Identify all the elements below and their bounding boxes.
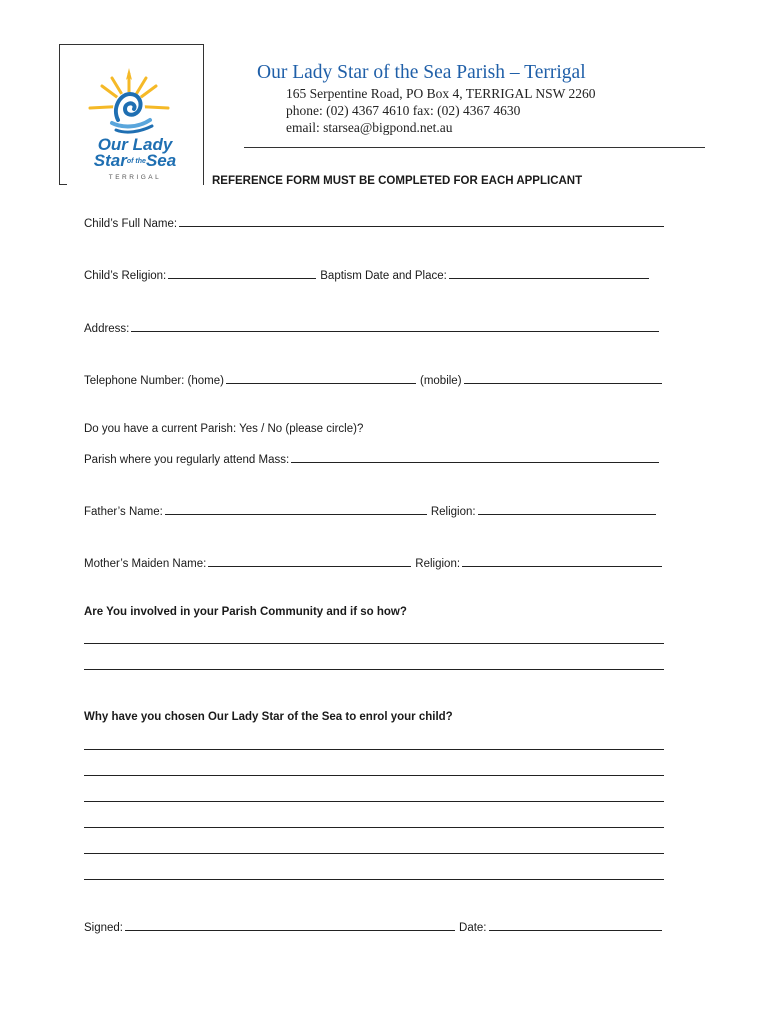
address-row [84, 319, 661, 335]
mother-name-label: Mother’s Maiden Name: [84, 558, 207, 570]
logo-text-star: Star [93, 151, 127, 170]
date-field[interactable] [489, 918, 662, 931]
parish-name: Our Lady Star of the Sea Parish – Terrigal [257, 62, 586, 83]
mother-row [84, 554, 664, 570]
parish-attend-field[interactable] [291, 450, 659, 463]
telephone-row [84, 371, 664, 387]
telephone-mobile-label: (mobile) [420, 375, 462, 387]
baptism-label: Baptism Date and Place: [320, 270, 447, 282]
logo-text-sea: Sea [145, 151, 177, 170]
telephone-home-label: Telephone Number: (home) [84, 375, 224, 387]
parish-attend-label: Parish where you regularly attend Mass: [84, 454, 290, 466]
logo-text-line2 [86, 152, 184, 170]
signature-field[interactable] [125, 918, 455, 931]
child-religion-field[interactable] [168, 266, 316, 279]
logo-text-ofthe: of the [126, 158, 146, 166]
form-title: REFERENCE FORM MUST BE COMPLETED FOR EACH APPLICANT [212, 175, 583, 187]
child-name-label: Child’s Full Name: [84, 218, 178, 230]
current-parish-question: Do you have a current Parish: Yes / No (please circle)? [84, 423, 364, 435]
mother-religion-label: Religion: [415, 558, 461, 570]
child-religion-row [84, 266, 651, 282]
header-divider [244, 147, 705, 148]
mother-religion-field[interactable] [462, 554, 662, 567]
parish-phone: phone: (02) 4367 4610 fax: (02) 4367 4630 [286, 103, 521, 118]
why-answer-line[interactable] [84, 775, 664, 776]
mother-name-field[interactable] [208, 554, 411, 567]
child-name-row [84, 214, 666, 230]
child-religion-label: Child’s Religion: [84, 270, 167, 282]
parish-address: 165 Serpentine Road, PO Box 4, TERRIGAL NSW 2260 [286, 86, 596, 101]
why-question: Why have you chosen Our Lady Star of the Sea to enrol your child? [84, 711, 453, 723]
involved-answer-line[interactable] [84, 669, 664, 670]
telephone-home-field[interactable] [226, 371, 416, 384]
why-answer-line[interactable] [84, 853, 664, 854]
father-name-field[interactable] [165, 502, 427, 515]
child-name-field[interactable] [179, 214, 664, 227]
involved-answer-line[interactable] [84, 643, 664, 644]
why-answer-line[interactable] [84, 801, 664, 802]
logo-text-place: TERRIGAL [108, 174, 162, 181]
involved-question: Are You involved in your Parish Community and if so how? [84, 606, 407, 618]
telephone-mobile-field[interactable] [464, 371, 662, 384]
parish-logo [72, 68, 187, 143]
address-label: Address: [84, 323, 130, 335]
signature-row [84, 918, 664, 934]
father-name-label: Father’s Name: [84, 506, 163, 518]
logo-text-line1: Our Lady [97, 135, 173, 154]
why-answer-line[interactable] [84, 749, 664, 750]
father-religion-field[interactable] [478, 502, 656, 515]
baptism-field[interactable] [449, 266, 649, 279]
why-answer-line[interactable] [84, 879, 664, 880]
signed-label: Signed: [84, 922, 124, 934]
date-label: Date: [459, 922, 487, 934]
parish-attend-row [84, 450, 661, 466]
father-religion-label: Religion: [430, 506, 476, 518]
address-field[interactable] [131, 319, 659, 332]
father-row [84, 502, 658, 518]
why-answer-line[interactable] [84, 827, 664, 828]
parish-email: email: starsea@bigpond.net.au [286, 120, 453, 135]
